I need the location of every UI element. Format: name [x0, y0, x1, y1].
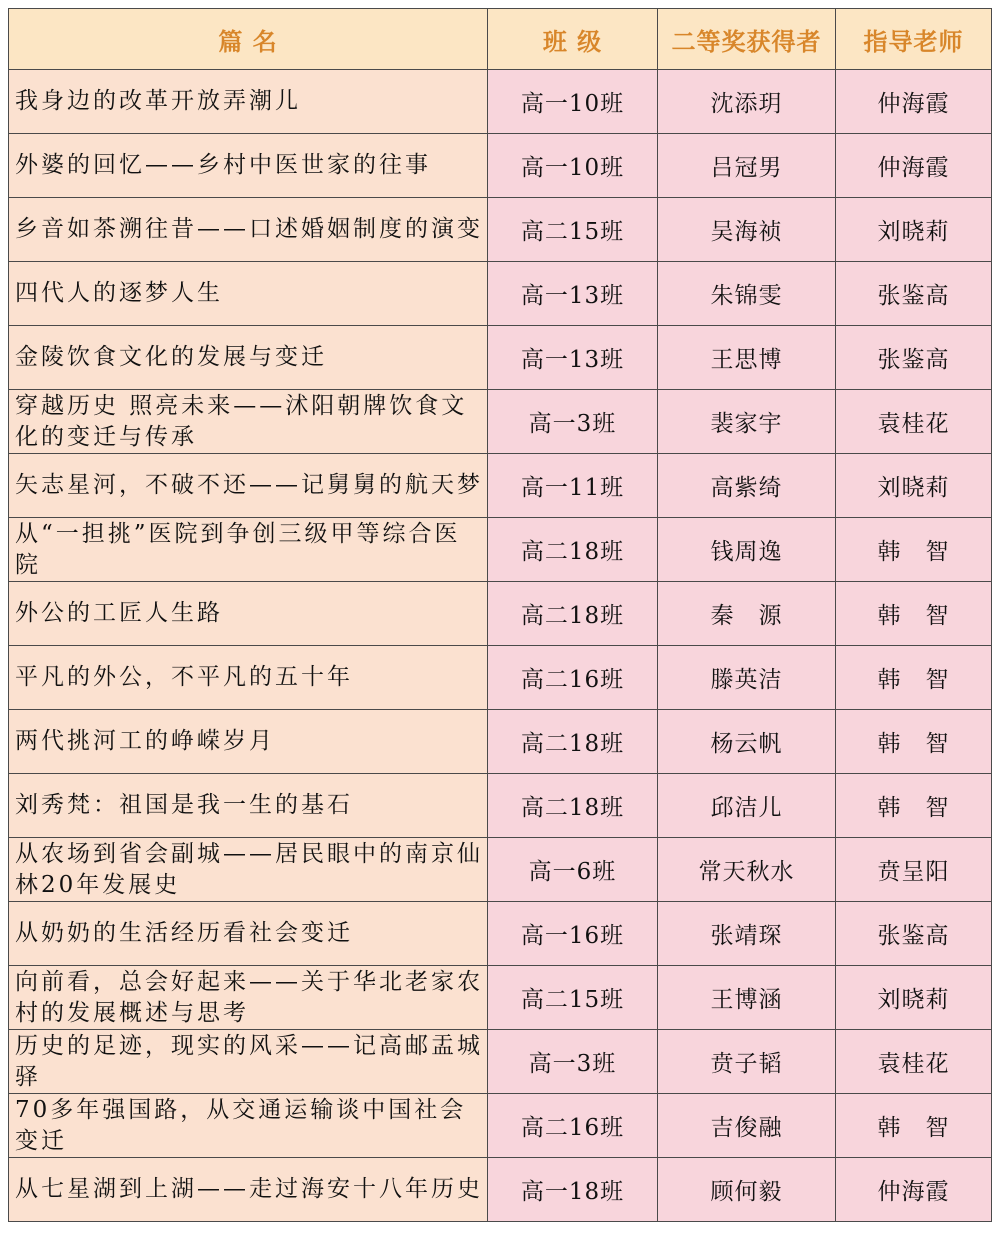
- teacher-name: 韩 智: [836, 646, 992, 710]
- header-winner: 二等奖获得者: [658, 9, 836, 70]
- essay-title: 乡音如茶溯往昔——口述婚姻制度的演变: [9, 198, 488, 262]
- essay-title: 从农场到省会副城——居民眼中的南京仙林20年发展史: [9, 838, 488, 902]
- essay-title: 我身边的改革开放弄潮儿: [9, 70, 488, 134]
- essay-title: 从七星湖到上湖——走过海安十八年历史: [9, 1158, 488, 1222]
- table-row: [9, 1158, 992, 1222]
- teacher-name: 张鉴高: [836, 902, 992, 966]
- class-name: 高二15班: [488, 966, 658, 1030]
- class-name: 高一16班: [488, 902, 658, 966]
- class-name: 高一10班: [488, 134, 658, 198]
- table-row: [9, 70, 992, 134]
- essay-title: 刘秀梵：祖国是我一生的基石: [9, 774, 488, 838]
- teacher-name: 刘晓莉: [836, 966, 992, 1030]
- table-row: [9, 262, 992, 326]
- winner-name: 顾何毅: [658, 1158, 836, 1222]
- winner-name: 杨云帆: [658, 710, 836, 774]
- table-row: [9, 710, 992, 774]
- teacher-name: 张鉴高: [836, 262, 992, 326]
- class-name: 高二15班: [488, 198, 658, 262]
- class-name: 高二16班: [488, 646, 658, 710]
- class-name: 高一3班: [488, 390, 658, 454]
- essay-title: 外公的工匠人生路: [9, 582, 488, 646]
- teacher-name: 仲海霞: [836, 70, 992, 134]
- award-table: [8, 8, 992, 1222]
- winner-name: 王思博: [658, 326, 836, 390]
- winner-name: 贲子韬: [658, 1030, 836, 1094]
- table-row: [9, 198, 992, 262]
- teacher-name: 韩 智: [836, 1094, 992, 1158]
- winner-name: 滕英洁: [658, 646, 836, 710]
- teacher-name: 刘晓莉: [836, 198, 992, 262]
- winner-name: 秦 源: [658, 582, 836, 646]
- teacher-name: 仲海霞: [836, 1158, 992, 1222]
- teacher-name: 刘晓莉: [836, 454, 992, 518]
- winner-name: 沈添玥: [658, 70, 836, 134]
- teacher-name: 韩 智: [836, 518, 992, 582]
- essay-title: 从“一担挑”医院到争创三级甲等综合医院: [9, 518, 488, 582]
- table-row: [9, 1094, 992, 1158]
- table-row: [9, 646, 992, 710]
- class-name: 高二18班: [488, 710, 658, 774]
- class-name: 高二16班: [488, 1094, 658, 1158]
- class-name: 高二18班: [488, 774, 658, 838]
- class-name: 高一13班: [488, 326, 658, 390]
- class-name: 高一18班: [488, 1158, 658, 1222]
- class-name: 高一3班: [488, 1030, 658, 1094]
- class-name: 高一10班: [488, 70, 658, 134]
- class-name: 高二18班: [488, 582, 658, 646]
- winner-name: 吉俊融: [658, 1094, 836, 1158]
- table-row: [9, 454, 992, 518]
- teacher-name: 仲海霞: [836, 134, 992, 198]
- table-row: [9, 518, 992, 582]
- winner-name: 常天秋水: [658, 838, 836, 902]
- class-name: 高二18班: [488, 518, 658, 582]
- table-row: [9, 966, 992, 1030]
- table-row: [9, 838, 992, 902]
- class-name: 高一13班: [488, 262, 658, 326]
- essay-title: 向前看，总会好起来——关于华北老家农村的发展概述与思考: [9, 966, 488, 1030]
- teacher-name: 张鉴高: [836, 326, 992, 390]
- header-teacher: 指导老师: [836, 9, 992, 70]
- winner-name: 朱锦雯: [658, 262, 836, 326]
- header-row: [9, 9, 992, 70]
- table-row: [9, 326, 992, 390]
- table-row: [9, 134, 992, 198]
- winner-name: 张靖琛: [658, 902, 836, 966]
- table-row: [9, 902, 992, 966]
- winner-name: 高紫绮: [658, 454, 836, 518]
- winner-name: 吕冠男: [658, 134, 836, 198]
- essay-title: 金陵饮食文化的发展与变迁: [9, 326, 488, 390]
- essay-title: 两代挑河工的峥嵘岁月: [9, 710, 488, 774]
- essay-title: 平凡的外公，不平凡的五十年: [9, 646, 488, 710]
- table-row: [9, 390, 992, 454]
- header-title: 篇 名: [9, 9, 488, 70]
- teacher-name: 袁桂花: [836, 390, 992, 454]
- winner-name: 吴海祯: [658, 198, 836, 262]
- winner-name: 钱周逸: [658, 518, 836, 582]
- essay-title: 矢志星河，不破不还——记舅舅的航天梦: [9, 454, 488, 518]
- essay-title: 四代人的逐梦人生: [9, 262, 488, 326]
- winner-name: 王博涵: [658, 966, 836, 1030]
- essay-title: 外婆的回忆——乡村中医世家的往事: [9, 134, 488, 198]
- class-name: 高一6班: [488, 838, 658, 902]
- teacher-name: 贲呈阳: [836, 838, 992, 902]
- teacher-name: 韩 智: [836, 774, 992, 838]
- essay-title: 从奶奶的生活经历看社会变迁: [9, 902, 488, 966]
- teacher-name: 韩 智: [836, 710, 992, 774]
- essay-title: 70多年强国路，从交通运输谈中国社会变迁: [9, 1094, 488, 1158]
- teacher-name: 袁桂花: [836, 1030, 992, 1094]
- table-row: [9, 582, 992, 646]
- teacher-name: 韩 智: [836, 582, 992, 646]
- table-row: [9, 774, 992, 838]
- table-row: [9, 1030, 992, 1094]
- header-class: 班 级: [488, 9, 658, 70]
- winner-name: 邱洁儿: [658, 774, 836, 838]
- winner-name: 裴家宇: [658, 390, 836, 454]
- essay-title: 穿越历史 照亮未来——沭阳朝牌饮食文化的变迁与传承: [9, 390, 488, 454]
- class-name: 高一11班: [488, 454, 658, 518]
- essay-title: 历史的足迹，现实的风采——记高邮盂城驿: [9, 1030, 488, 1094]
